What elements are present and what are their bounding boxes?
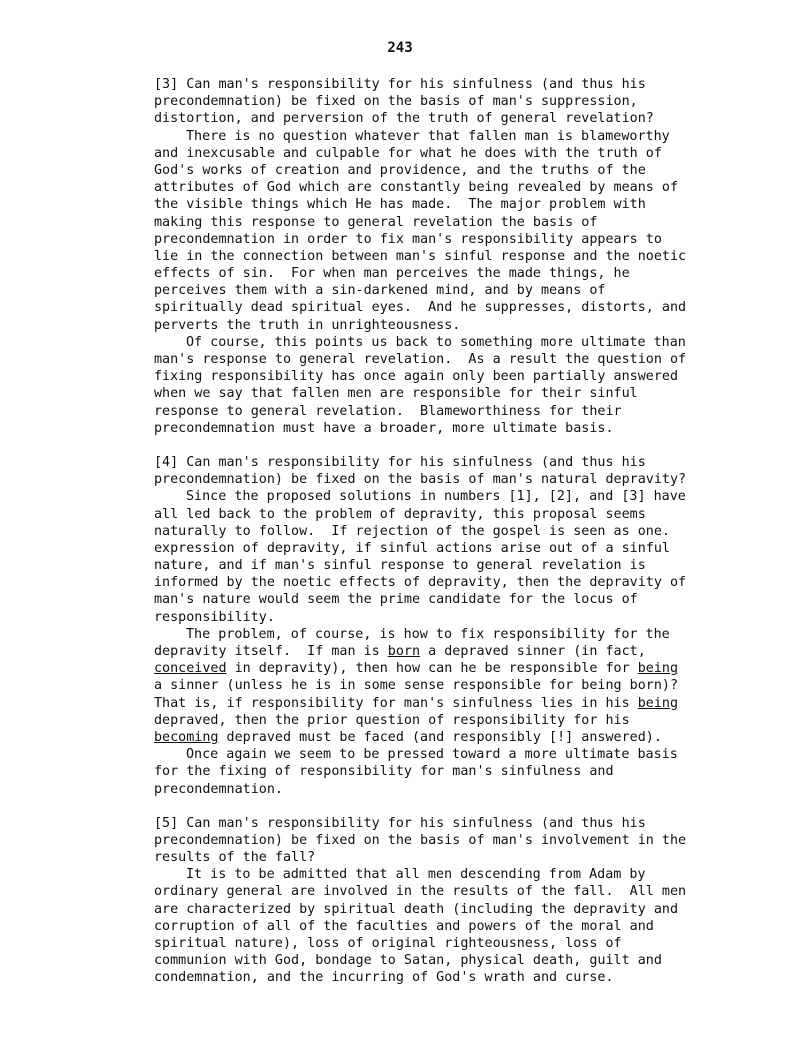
text-line (154, 420, 754, 437)
question-heading (154, 454, 754, 488)
text-line (154, 385, 754, 402)
text-run: results of the fall? (154, 850, 316, 866)
text-line (154, 883, 754, 900)
text-line (154, 849, 754, 866)
text-line (154, 403, 754, 420)
text-run: Since the proposed solutions in numbers [1], [2], and [3] have (186, 489, 686, 505)
text-run: condemnation, and the incurring of God's wrath and curse. (154, 970, 614, 986)
text-line (154, 76, 754, 93)
text-run: responsibility. (154, 609, 275, 625)
text-line (154, 918, 754, 935)
text-run: depravity itself. If man is (154, 644, 388, 659)
text-run: [5] Can man's responsibility for his sinfulness (and thus his (154, 815, 646, 831)
text-line (154, 866, 754, 883)
paragraph (154, 626, 754, 746)
text-run: the visible things which He has made. The major problem with (154, 197, 646, 213)
text-line (154, 317, 754, 334)
text-line (154, 214, 754, 231)
text-line (154, 179, 754, 196)
text-line (154, 660, 754, 677)
text-run: and inexcusable and culpable for what he does with the truth of (154, 145, 662, 161)
text-run: ordinary general are involved in the results of the fall. All men (154, 884, 687, 900)
text-line (154, 952, 754, 969)
text-line (154, 746, 754, 763)
text-line (154, 93, 754, 110)
text-run: [3] Can man's responsibility for his sinfulness (and thus his (154, 77, 646, 92)
text-line (154, 523, 754, 540)
text-run: precondemnation. (154, 781, 283, 797)
text-run: naturally to follow. If rejection of the gospel is seen as one. (154, 523, 670, 539)
text-line (154, 248, 754, 265)
text-run: depraved, then the prior question of responsibility for his (154, 712, 630, 728)
text-line (154, 935, 754, 952)
text-run: informed by the noetic effects of depravity, then the depravity of (154, 575, 687, 591)
underlined-word: born (387, 644, 421, 659)
text-run: spiritual nature), loss of original righteousness, loss of (154, 936, 622, 951)
underlined-word: conceived (154, 661, 227, 677)
text-run: God's works of creation and providence, and the truths of the (154, 162, 646, 178)
text-run: a depraved sinner (in fact, (420, 644, 646, 659)
text-run: man's response to general revelation. As a result the question of (154, 352, 687, 367)
text-run: when we say that fallen men are responsible for their sinful (154, 386, 638, 402)
body-text (154, 76, 754, 987)
text-run: There is no question whatever that fallen man is blameworthy (186, 128, 670, 144)
section-gap (154, 437, 754, 454)
text-line (154, 832, 754, 849)
text-run: making this response to general revelation the basis of (154, 214, 598, 230)
text-line (154, 162, 754, 179)
text-run: corruption of all of the faculties and powers of the moral and (154, 918, 654, 934)
text-line (154, 265, 754, 282)
text-run: in depravity), then how can he be responsible for (226, 661, 638, 677)
text-line (154, 712, 754, 729)
text-line (154, 763, 754, 780)
text-line (154, 368, 754, 385)
text-line (154, 231, 754, 248)
text-run: depraved must be faced (and responsibly [!] answered). (218, 729, 662, 745)
underlined-word: being (637, 661, 679, 677)
text-run: precondemnation) be fixed on the basis of man's involvement in the (154, 832, 687, 848)
text-run: distortion, and perversion of the truth of general revelation? (154, 111, 654, 127)
text-line (154, 901, 754, 918)
text-line (154, 128, 754, 145)
text-run: precondemnation must have a broader, more ultimate basis. (154, 420, 614, 436)
text-run: precondemnation) be fixed on the basis of man's natural depravity? (154, 472, 687, 488)
text-line (154, 471, 754, 488)
section-gap (154, 798, 754, 815)
text-run: That is, if responsibility for man's sinfulness lies in his (154, 695, 638, 711)
text-run: It is to be admitted that all men descending from Adam by (186, 867, 646, 883)
text-line (154, 488, 754, 505)
text-line (154, 643, 754, 660)
text-line (154, 557, 754, 574)
text-run: man's nature would seem the prime candidate for the locus of (154, 592, 638, 608)
text-run: are characterized by spiritual death (including the depravity and (154, 901, 679, 917)
text-line (154, 454, 754, 471)
text-line (154, 540, 754, 557)
text-line (154, 609, 754, 626)
text-line (154, 815, 754, 832)
paragraph (154, 488, 754, 626)
text-run: effects of sin. For when man perceives the made things, he (154, 266, 630, 282)
text-line (154, 334, 754, 351)
section (154, 76, 754, 437)
text-run: all led back to the problem of depravity, this proposal seems (154, 506, 646, 522)
text-line (154, 299, 754, 316)
text-run: Of course, this points us back to something more ultimate than (186, 334, 686, 350)
underlined-word: being (637, 695, 679, 711)
text-line (154, 729, 754, 746)
underlined-word: becoming (154, 729, 219, 745)
text-line (154, 110, 754, 127)
text-line (154, 282, 754, 299)
text-line (154, 506, 754, 523)
text-line (154, 695, 754, 712)
text-line (154, 591, 754, 608)
section (154, 454, 754, 798)
text-line (154, 351, 754, 368)
text-run: spiritually dead spiritual eyes. And he suppresses, distorts, and (154, 300, 687, 316)
text-run: The problem, of course, is how to fix responsibility for the (186, 626, 670, 642)
text-run: response to general revelation. Blameworthiness for their (154, 403, 622, 419)
paragraph (154, 866, 754, 986)
question-heading (154, 815, 754, 867)
text-run: precondemnation in order to fix man's responsibility appears to (154, 231, 662, 247)
text-line (154, 145, 754, 162)
text-run: perverts the truth in unrighteousness. (154, 317, 461, 333)
text-line (154, 781, 754, 798)
text-run: lie in the connection between man's sinful response and the noetic (154, 248, 687, 264)
page-number: 243 (387, 40, 413, 56)
text-run: perceives them with a sin-darkened mind, and by means of (154, 283, 606, 299)
text-line (154, 969, 754, 986)
text-run: nature, and if man's sinful response to general revelation is (154, 558, 646, 574)
text-line (154, 626, 754, 643)
text-line (154, 677, 754, 694)
text-run: [4] Can man's responsibility for his sinfulness (and thus his (154, 454, 646, 470)
paragraph (154, 746, 754, 798)
text-run: communion with God, bondage to Satan, physical death, guilt and (154, 953, 662, 969)
paragraph (154, 334, 754, 437)
paragraph (154, 128, 754, 334)
section (154, 815, 754, 987)
question-heading (154, 76, 754, 128)
text-run: expression of depravity, if sinful actions arise out of a sinful (154, 540, 670, 556)
text-line (154, 574, 754, 591)
text-line (154, 196, 754, 213)
text-run: precondemnation) be fixed on the basis of man's suppression, (154, 94, 638, 110)
text-run: fixing responsibility has once again only been partially answered (154, 369, 679, 385)
text-run: attributes of God which are constantly being revealed by means of (154, 180, 679, 196)
text-run: for the fixing of responsibility for man's sinfulness and (154, 764, 614, 780)
text-run: a sinner (unless he is in some sense responsible for being born)? (154, 678, 679, 694)
text-run: Once again we seem to be pressed toward a more ultimate basis (186, 747, 678, 763)
